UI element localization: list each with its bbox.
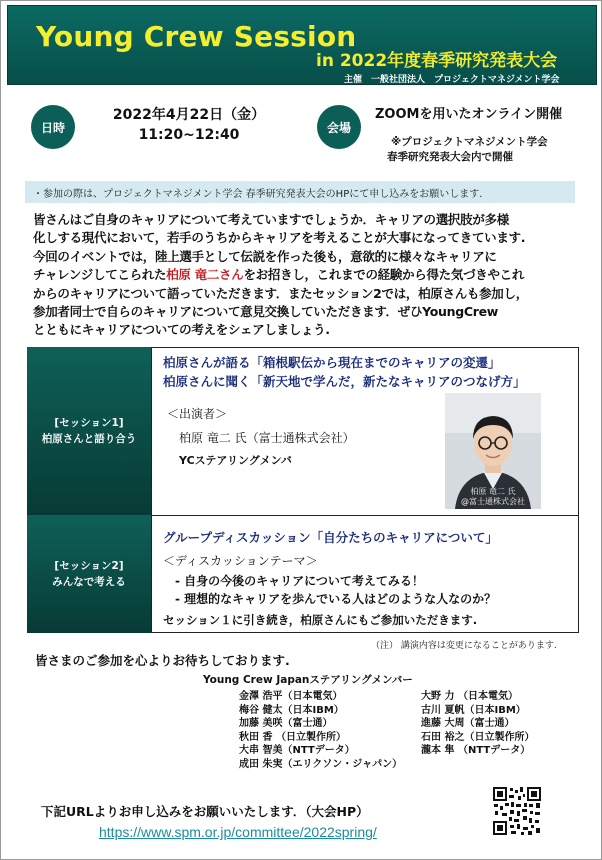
intro-line: 化しする現代において，若手のうちからキャリアを考えることが大事になってきています. xyxy=(33,230,526,246)
session1-name: 柏原さんと語り合う xyxy=(41,433,137,445)
discussion-theme-heading: ＜ディスカッションテーマ＞ xyxy=(163,554,318,568)
date-badge: 日時 xyxy=(31,105,75,149)
closing-message: 皆さまのご参加を心よりお待ちしております. xyxy=(35,653,290,668)
registration-notice: ・参加の際は、プロジェクトマネジメント学会 春季研究発表大会のHPにて申し込みをお願いします. xyxy=(25,181,575,203)
session1-label xyxy=(27,347,151,515)
intro-text: チャレンジしてこられた xyxy=(33,267,167,283)
photo-caption xyxy=(447,487,539,507)
venue-note-line1: ※プロジェクトマネジメント学会 xyxy=(391,136,548,148)
member-item: 大串 智美（NTTデータ） xyxy=(239,745,355,757)
session-divider xyxy=(151,515,579,516)
event-subtitle: in 2022年度春季研究発表大会 xyxy=(316,51,558,71)
qr-code-image xyxy=(493,787,541,835)
member-item: 大野 力 （日本電気） xyxy=(421,691,518,702)
member-item: 石田 裕之（日立製作所） xyxy=(421,731,535,743)
intro-line: 皆さんはご自身のキャリアについて考えていますでしょうか．キャリアの選択肢が多様 xyxy=(33,212,509,227)
session-divider-vertical xyxy=(151,347,152,633)
photo-caption-name: 柏原 竜二 氏 xyxy=(470,487,516,496)
session2-name: みんなで考える xyxy=(52,576,126,588)
members-list-right xyxy=(421,690,534,758)
member-item: 成田 朱実（エリクソン・ジャパン） xyxy=(239,758,403,770)
event-datetime xyxy=(97,105,281,145)
session1-title-line1: 柏原さんが語る「箱根駅伝から現在までのキャリアの変遷」 xyxy=(163,355,501,370)
session2-label xyxy=(27,515,151,633)
event-date: 2022年4月22日（金） xyxy=(112,107,266,123)
member-item: 梅谷 健太（日本IBM） xyxy=(239,704,344,716)
intro-paragraph xyxy=(33,211,571,340)
member-item: 金澤 浩平（日本電気） xyxy=(239,691,343,702)
session1-number: [セッション1] xyxy=(54,417,124,429)
discussion-theme-item: - 理想的なキャリアを歩んでいる人はどのような人なのか？ xyxy=(175,592,497,606)
member-item: 瀧本 隼 （NTTデータ） xyxy=(421,745,531,757)
member-item: 進藤 大周（富士通） xyxy=(421,718,515,730)
event-time: 11:20~12:40 xyxy=(138,127,240,143)
member-item: 秋田 香 （日立製作所） xyxy=(239,731,346,743)
intro-line: とともにキャリアについての考えをシェアしましょう. xyxy=(33,322,330,338)
cast-heading: ＜出演者＞ xyxy=(167,407,228,421)
intro-text: をお招きし，これまでの経験から得た気づきやこれ xyxy=(243,267,525,283)
intro-line: からのキャリアについて語っていただきます．またセッション2では，柏原さんも参加し， xyxy=(33,285,528,301)
member-item: 古川 夏帆（日本IBM） xyxy=(421,704,526,716)
venue-badge: 会場 xyxy=(317,105,361,149)
member-item: 加藤 美咲（富士通） xyxy=(239,718,333,730)
members-heading: Young Crew Japanステアリングメンバー xyxy=(203,674,413,686)
venue-note xyxy=(387,135,548,165)
members-list-left xyxy=(239,690,402,772)
session2-note: セッション１に引き続き，柏原さんにもご参加いただきます. xyxy=(163,613,478,627)
header-banner xyxy=(7,5,597,85)
registration-link[interactable]: https://www.spm.or.jp/committee/2022spring/ xyxy=(99,824,377,840)
intro-line xyxy=(33,266,571,284)
organizer: 主催 一般社団法人 プロジェクトマネジメント学会 xyxy=(344,75,560,85)
photo-caption-org: @富士通株式会社 xyxy=(461,497,525,506)
intro-line: 参加者同士で自らのキャリアについて意見交換していただきます．ぜひYoungCrew xyxy=(33,304,499,320)
registration-instruction: 下記URLよりお申し込みをお願いいたします．（大会HP） xyxy=(41,804,369,819)
speaker-name-highlight: 柏原 竜二さん xyxy=(166,267,244,283)
disclaimer: （注） 講演内容は変更になることがあります. xyxy=(371,641,557,651)
cast-speaker: 柏原 竜二 氏（富士通株式会社） xyxy=(179,431,355,445)
venue-text: ZOOMを用いたオンライン開催 xyxy=(375,107,563,122)
discussion-theme-item: - 自身の今後のキャリアについて考えてみる！ xyxy=(175,574,424,588)
session2-title: グループディスカッション「自分たちのキャリアについて」 xyxy=(163,530,498,545)
qr-code-icon[interactable] xyxy=(493,787,541,835)
cast-members: YCステアリングメンバ xyxy=(179,454,292,467)
session1-title xyxy=(163,353,526,391)
session2-number: [セッション2] xyxy=(54,560,124,572)
venue-note-line2: 春季研究発表大会内で開催 xyxy=(387,151,513,163)
event-title: Young Crew Session xyxy=(36,20,357,53)
intro-line: 今回のイベントでは，陸上選手として伝説を作った後も，意欲的に様々なキャリアに xyxy=(33,248,497,264)
session1-title-line2: 柏原さんに聞く「新天地で学んだ，新たなキャリアのつなげ方」 xyxy=(163,374,526,389)
